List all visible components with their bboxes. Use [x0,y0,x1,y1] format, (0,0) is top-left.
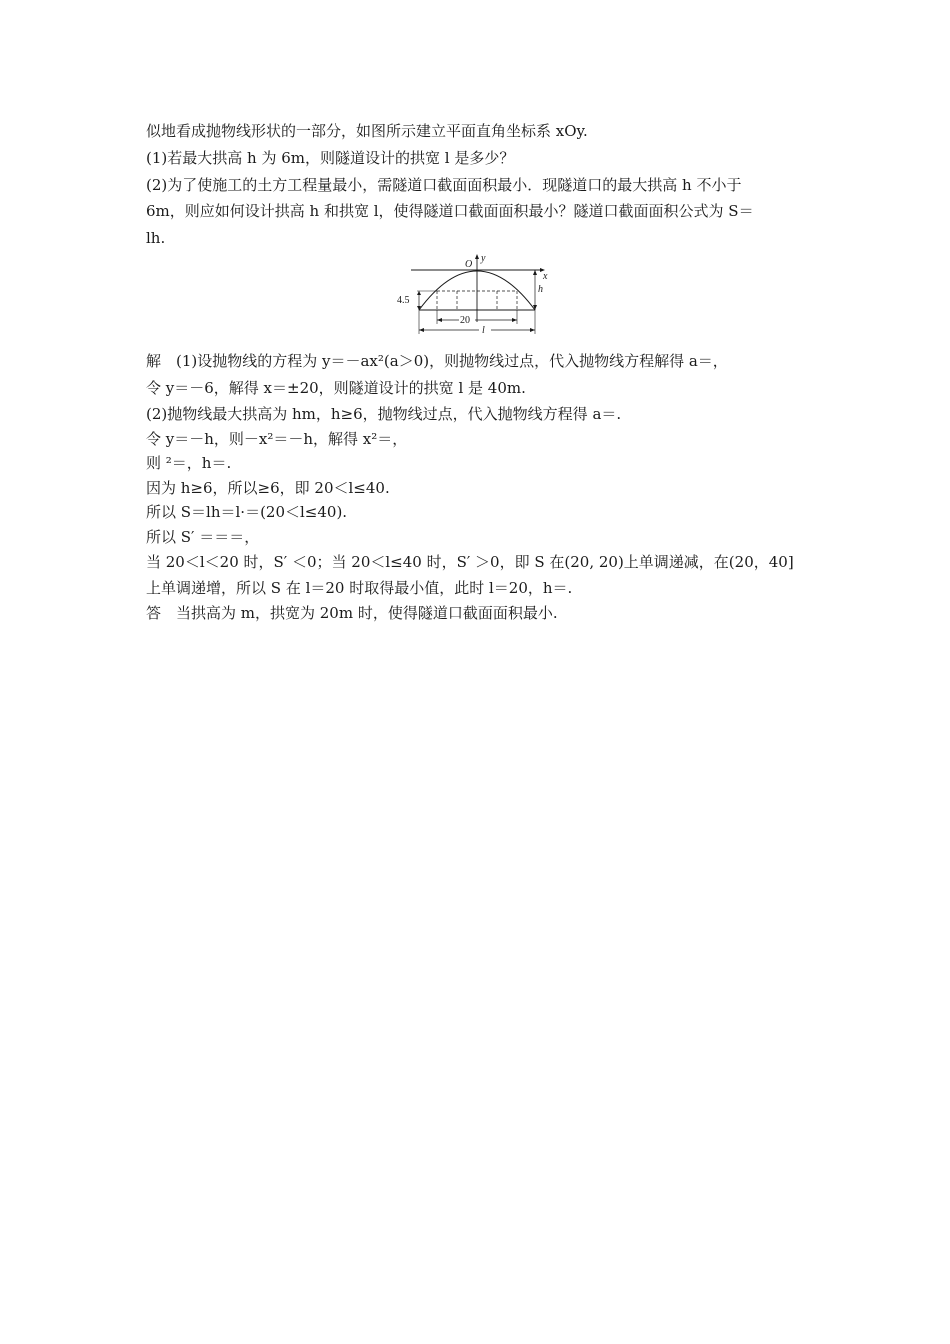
x-axis-label: x [543,271,548,282]
dim-arrow [417,291,421,295]
problem-line-2: (1)若最大拱高 h 为 6m，则隧道设计的拱宽 l 是多少？ [146,149,515,167]
problem-line-4: 6m，则应如何设计拱高 h 和拱宽 l，使得隧道口截面面积最小？隧道口截面面积公式为 S＝ [146,202,754,220]
solution-line-9: 当 20＜l＜20 时，S′ ＜0；当 20＜l≤40 时，S′ ＞0，即 S 在(20, 20)上单调递减，在(20，40] [146,553,794,571]
solution-line-5: 则 ²＝，h＝. [146,454,232,472]
h-arrow-top [533,270,537,275]
solution-line-1: 解 (1)设抛物线的方程为 y＝－ax²(a＞0)，则抛物线过点，代入抛物线方程解得 a＝， [146,352,728,370]
y-axis-arrow [475,254,479,259]
dim-arrow [530,328,535,332]
solution-line-3: (2)抛物线最大拱高为 hm，h≥6，抛物线过点，代入抛物线方程得 a＝. [146,405,622,423]
y-axis-label: y [481,253,486,264]
tunnel-parabola-figure [395,252,555,338]
dim-arrow [512,318,517,322]
width-20-label: 20 [460,315,470,326]
solution-line-2: 令 y＝－6，解得 x＝±20，则隧道设计的拱宽 l 是 40m. [146,379,526,397]
problem-line-5: lh. [146,229,166,247]
width-l-label: l [482,325,485,336]
dim-arrow [419,328,424,332]
problem-line-1: 似地看成抛物线形状的一部分，如图所示建立平面直角坐标系 xOy. [146,122,588,140]
problem-line-3: (2)为了使施工的土方工程量最小，需隧道口截面面积最小．现隧道口的最大拱高 h 不小于 [146,176,742,194]
solution-line-11: 答 当拱高为 m，拱宽为 20m 时，使得隧道口截面面积最小. [146,604,558,622]
origin-label: O [465,259,473,270]
solution-line-8: 所以 S′ ＝＝＝， [146,528,260,546]
dim-arrow [437,318,442,322]
solution-line-10: 上单调递增，所以 S 在 l＝20 时取得最小值，此时 l＝20，h＝. [146,579,573,597]
solution-line-6: 因为 h≥6，所以≥6，即 20＜l≤40. [146,479,390,497]
height-45-label: 4.5 [397,295,410,306]
solution-line-7: 所以 S＝lh＝l·＝(20＜l≤40). [146,503,348,521]
solution-line-4: 令 y＝－h，则－x²＝－h，解得 x²＝， [146,430,408,448]
h-label: h [538,284,543,295]
